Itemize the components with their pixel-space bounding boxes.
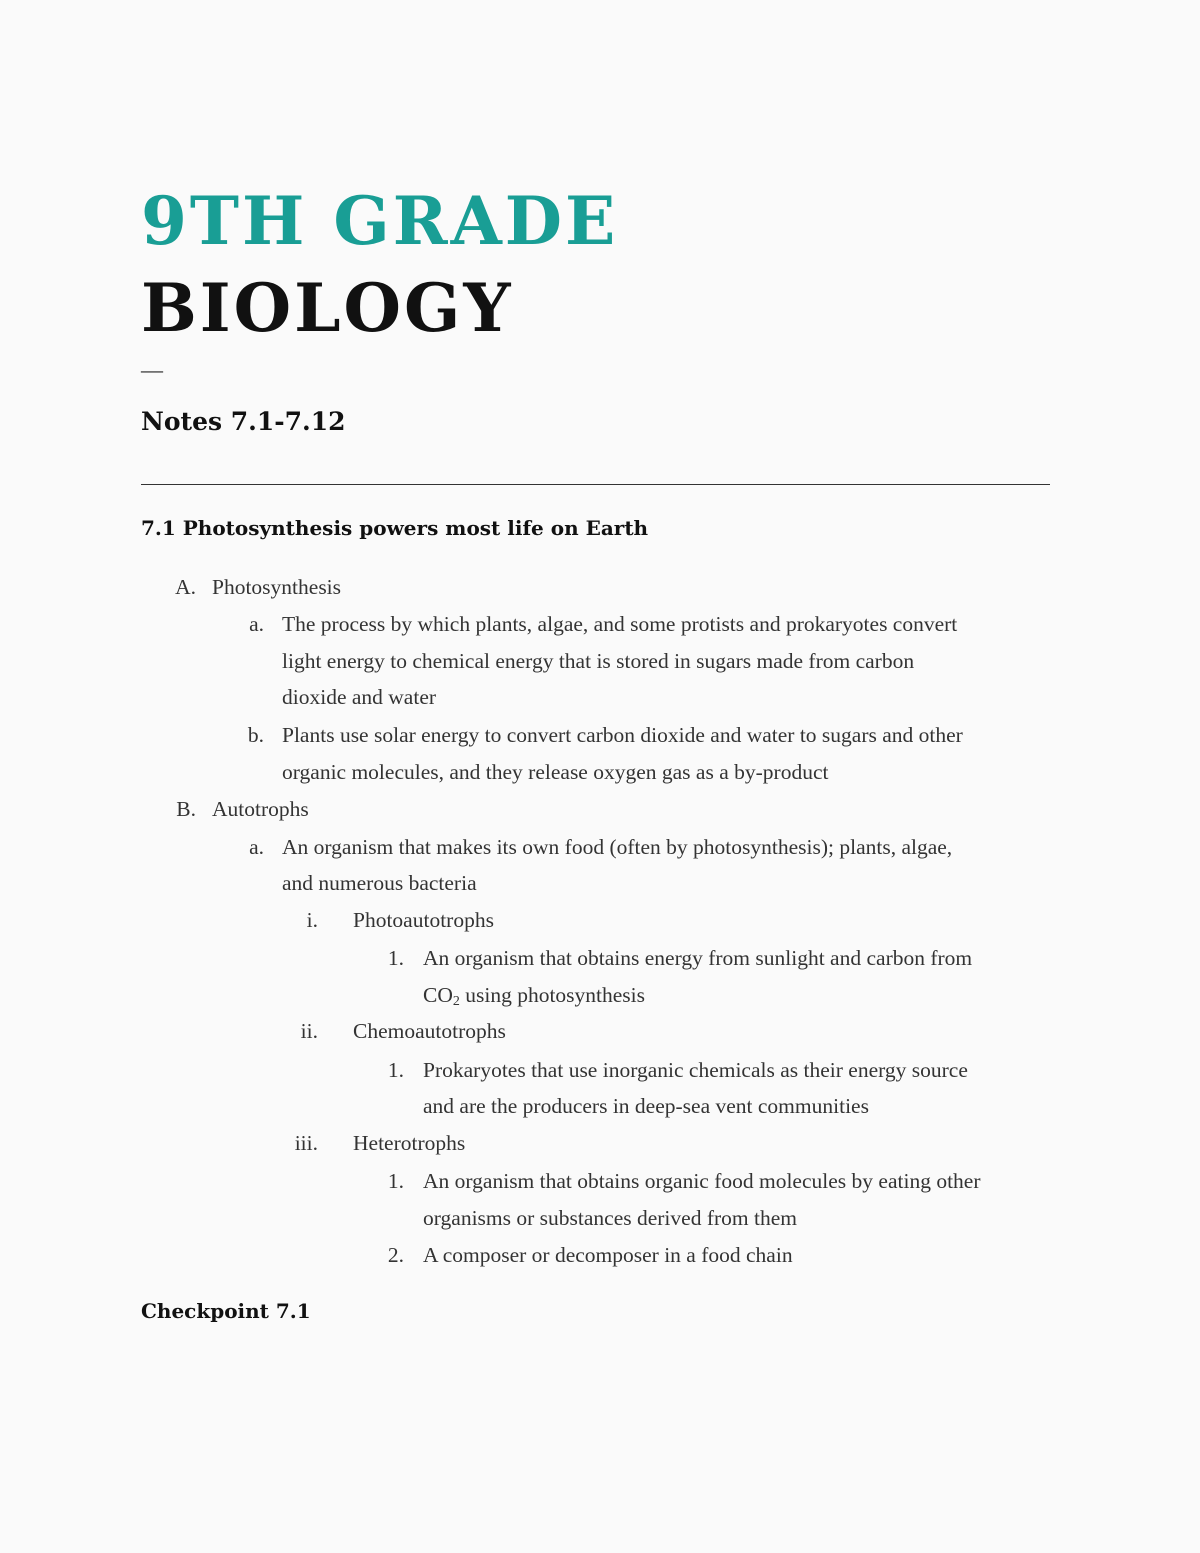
definition-line: Plants use solar energy to convert carbon dioxide and water to sugars and other: [282, 723, 963, 747]
title-dash: —: [141, 357, 163, 382]
definition-line: Prokaryotes that use inorganic chemicals as their energy source: [423, 1058, 968, 1082]
definition-line: and numerous bacteria: [282, 871, 477, 895]
co2-subscript: 2: [452, 993, 460, 1009]
definition-line: light energy to chemical energy that is stored in sugars made from carbon: [282, 649, 915, 673]
outline-marker-A: A.: [175, 575, 196, 599]
outline-marker-B-ii-1: 1.: [387, 1058, 404, 1082]
definition-line: and are the producers in deep-sea vent communities: [423, 1094, 869, 1118]
title-subject: BIOLOGY: [141, 269, 514, 347]
outline-item-heterotrophs: Heterotrophs: [353, 1131, 466, 1155]
outline-item-chemoautotrophs: Chemoautotrophs: [353, 1019, 506, 1043]
definition-line-co2: [423, 980, 645, 1017]
checkpoint-heading: Checkpoint 7.1: [141, 1299, 311, 1323]
outline-marker-A-a: a.: [249, 612, 264, 636]
outline-item-photoautotrophs: Photoautotrophs: [353, 908, 494, 932]
outline-marker-B-i-1: 1.: [387, 946, 404, 970]
outline-marker-B-ii: ii.: [300, 1019, 318, 1043]
definition-line: organisms or substances derived from them: [423, 1206, 797, 1230]
co2-prefix: CO: [423, 983, 453, 1007]
definition-line: A composer or decomposer in a food chain: [423, 1243, 793, 1267]
definition-line: The process by which plants, algae, and some protists and prokaryotes convert: [282, 612, 958, 636]
outline-marker-A-b: b.: [247, 723, 264, 747]
outline-marker-B-iii-2: 2.: [387, 1243, 404, 1267]
notes-subtitle: Notes 7.1-7.12: [141, 407, 346, 436]
title-grade: 9TH GRADE: [141, 182, 619, 260]
horizontal-rule: [141, 484, 1050, 485]
outline-marker-B-i: i.: [306, 908, 318, 932]
section-heading: 7.1 Photosynthesis powers most life on Earth: [141, 516, 649, 540]
definition-line: organic molecules, and they release oxygen gas as a by-product: [282, 760, 829, 784]
definition-line: An organism that obtains organic food molecules by eating other: [423, 1169, 981, 1193]
outline-marker-B: B.: [176, 797, 196, 821]
definition-line: An organism that makes its own food (often by photosynthesis); plants, algae,: [282, 835, 953, 859]
outline-marker-B-iii-1: 1.: [387, 1169, 404, 1193]
co2-suffix: using photosynthesis: [459, 983, 646, 1007]
definition-line: dioxide and water: [282, 685, 437, 709]
outline-item-autotrophs: Autotrophs: [212, 797, 309, 821]
definition-line: An organism that obtains energy from sunlight and carbon from: [423, 946, 973, 970]
outline-marker-B-a: a.: [249, 835, 264, 859]
outline-marker-B-iii: iii.: [294, 1131, 318, 1155]
outline-item-photosynthesis: Photosynthesis: [212, 575, 342, 599]
